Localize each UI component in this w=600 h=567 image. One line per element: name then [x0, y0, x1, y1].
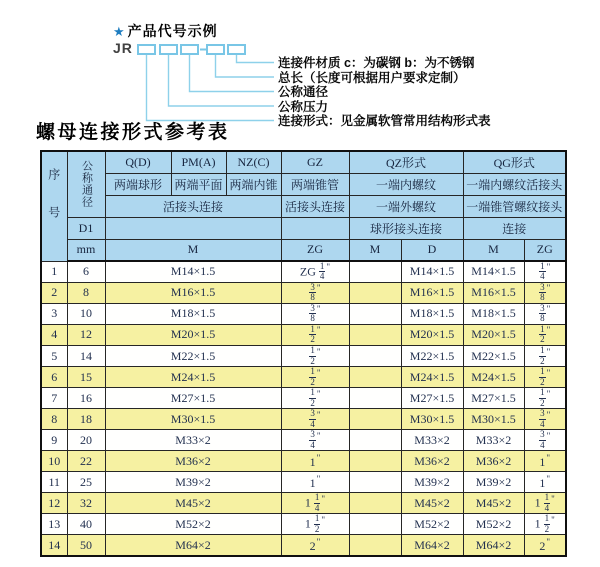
dn-cell: 18 [67, 409, 105, 430]
callout-line [237, 55, 275, 63]
qg-zg-size-cell: $\frac{3}{4}$ " [524, 430, 566, 451]
m-thread-cell: M14×1.5 [105, 261, 281, 282]
seq-cell: 2 [41, 282, 67, 303]
dn-cell: 16 [67, 388, 105, 409]
header-cell: 两端球形 [105, 173, 171, 195]
zg-size-cell: $\frac{3}{4}$ " [281, 409, 349, 430]
header-d1: D1 [67, 217, 105, 239]
qg-m-cell: M45×2 [463, 493, 524, 514]
header-cell: 两端锥管 [281, 173, 349, 195]
m-thread-cell: M24×1.5 [105, 367, 281, 388]
seq-cell: 9 [41, 430, 67, 451]
star-icon: ★ [113, 24, 126, 39]
qg-zg-size-cell: $\frac{1}{4}$ " [524, 261, 566, 282]
zg-size-cell: $\frac{1}{2}$ " [281, 324, 349, 345]
callout-label: 公称通径 [278, 85, 329, 99]
qg-m-cell: M24×1.5 [463, 367, 524, 388]
qg-zg-size-cell: 1" [524, 451, 566, 472]
code-box [207, 45, 224, 54]
m-thread-cell: M39×2 [105, 472, 281, 493]
header-thread-cell: M [349, 239, 401, 261]
qg-m-cell: M36×2 [463, 451, 524, 472]
table-row [41, 493, 566, 514]
zg-size-cell: $\frac{3}{8}$ " [281, 303, 349, 324]
m-thread-cell: M16×1.5 [105, 282, 281, 303]
qg-m-cell: M14×1.5 [463, 261, 524, 282]
dn-cell: 22 [67, 451, 105, 472]
table-row [41, 303, 566, 324]
nut-connection-table [40, 150, 567, 557]
seq-cell: 14 [41, 535, 67, 556]
qg-zg-size-cell: 1 $\frac{1}{2}$ " [524, 514, 566, 535]
table-row [41, 535, 566, 556]
qz-m-cell [349, 346, 401, 367]
zg-size-cell: $\frac{3}{4}$ " [281, 430, 349, 451]
header-col-qg: QG形式 [463, 151, 566, 173]
table-row [41, 472, 566, 493]
qg-m-cell: M18×1.5 [463, 303, 524, 324]
qg-m-cell: M52×2 [463, 514, 524, 535]
seq-cell: 11 [41, 472, 67, 493]
dn-cell: 10 [67, 303, 105, 324]
callout-label: 公称压力 [278, 99, 329, 114]
m-thread-cell: M20×1.5 [105, 324, 281, 345]
header-col-qz: QZ形式 [349, 151, 463, 173]
header-col-nz: NZ(C) [226, 151, 281, 173]
m-thread-cell: M64×2 [105, 535, 281, 556]
code-box [160, 45, 177, 54]
qg-zg-size-cell: $\frac{1}{2}$ " [524, 388, 566, 409]
qz-d-cell: M39×2 [401, 472, 463, 493]
table-row [41, 261, 566, 282]
header-mm: mm [67, 239, 105, 261]
callout-label: 总长（长度可根据用户要求定制） [278, 70, 466, 85]
qz-d-cell: M52×2 [401, 514, 463, 535]
header-cell: 一端外螺纹 [349, 195, 463, 217]
qz-d-cell: M30×1.5 [401, 409, 463, 430]
qg-zg-size-cell: 1 $\frac{1}{4}$ " [524, 493, 566, 514]
header-thread-cell: D [401, 239, 463, 261]
qg-zg-size-cell: $\frac{1}{2}$ " [524, 367, 566, 388]
qz-d-cell: M27×1.5 [401, 388, 463, 409]
qz-d-cell: M16×1.5 [401, 282, 463, 303]
qz-m-cell [349, 388, 401, 409]
qz-m-cell [349, 535, 401, 556]
m-thread-cell: M30×1.5 [105, 409, 281, 430]
dn-cell: 8 [67, 282, 105, 303]
seq-cell: 5 [41, 346, 67, 367]
qg-m-cell: M33×2 [463, 430, 524, 451]
qz-d-cell: M33×2 [401, 430, 463, 451]
header-cell: 两端平面 [171, 173, 226, 195]
header-empty-cell [281, 217, 349, 239]
dn-cell: 14 [67, 346, 105, 367]
callout-line [190, 55, 275, 92]
qg-m-cell: M16×1.5 [463, 282, 524, 303]
m-thread-cell: M52×2 [105, 514, 281, 535]
header-thread-cell: ZG [524, 239, 566, 261]
qg-m-cell: M20×1.5 [463, 324, 524, 345]
qg-zg-size-cell: 2" [524, 535, 566, 556]
table-row [41, 388, 566, 409]
zg-size-cell: $\frac{1}{2}$ " [281, 367, 349, 388]
table-row [41, 430, 566, 451]
code-box [228, 45, 245, 54]
qz-m-cell [349, 303, 401, 324]
qz-d-cell: M36×2 [401, 451, 463, 472]
qz-m-cell [349, 472, 401, 493]
table-row [41, 367, 566, 388]
zg-size-cell: 1 $\frac{1}{2}$ " [281, 514, 349, 535]
zg-size-cell: ZG $\frac{1}{4}$ " [281, 261, 349, 282]
qz-d-cell: M24×1.5 [401, 367, 463, 388]
header-cell: 活接头连接 [281, 195, 349, 217]
qz-m-cell [349, 367, 401, 388]
header-cell: 一端内螺纹活接头 [463, 173, 566, 195]
qz-m-cell [349, 282, 401, 303]
header-cell: 球形接头连接 [349, 217, 463, 239]
qg-m-cell: M39×2 [463, 472, 524, 493]
table-row [41, 514, 566, 535]
qz-d-cell: M14×1.5 [401, 261, 463, 282]
callout-line [169, 55, 275, 106]
header-cell: 活接头连接 [105, 195, 281, 217]
zg-size-cell: 1 $\frac{1}{4}$ " [281, 493, 349, 514]
qz-m-cell [349, 430, 401, 451]
dn-cell: 15 [67, 367, 105, 388]
qg-zg-size-cell: $\frac{1}{2}$ " [524, 346, 566, 367]
seq-cell: 1 [41, 261, 67, 282]
m-thread-cell: M45×2 [105, 493, 281, 514]
table-row [41, 409, 566, 430]
code-box [138, 45, 155, 54]
header-col-q: Q(D) [105, 151, 171, 173]
dn-cell: 12 [67, 324, 105, 345]
dn-cell: 50 [67, 535, 105, 556]
header-dn-label: 公称通径 [80, 160, 93, 209]
product-code-heading [113, 21, 218, 41]
zg-size-cell: $\frac{1}{2}$ " [281, 388, 349, 409]
qz-d-cell: M22×1.5 [401, 346, 463, 367]
header-seq-label: 序号 [46, 168, 61, 245]
header-col-pm: PM(A) [171, 151, 226, 173]
qg-m-cell: M30×1.5 [463, 409, 524, 430]
qg-zg-size-cell: 1" [524, 472, 566, 493]
qz-d-cell: M64×2 [401, 535, 463, 556]
table-row [41, 451, 566, 472]
table-row [41, 282, 566, 303]
dn-cell: 6 [67, 261, 105, 282]
qz-d-cell: M45×2 [401, 493, 463, 514]
m-thread-cell: M36×2 [105, 451, 281, 472]
qz-m-cell [349, 409, 401, 430]
table-row [41, 346, 566, 367]
qz-d-cell: M20×1.5 [401, 324, 463, 345]
seq-cell: 6 [41, 367, 67, 388]
seq-cell: 8 [41, 409, 67, 430]
qg-m-cell: M22×1.5 [463, 346, 524, 367]
zg-size-cell: $\frac{3}{8}$ " [281, 282, 349, 303]
header-empty-cell [105, 217, 281, 239]
header-col-gz: GZ [281, 151, 349, 173]
qg-zg-size-cell: $\frac{1}{2}$ " [524, 324, 566, 345]
seq-cell: 7 [41, 388, 67, 409]
header-cell: 一端锥管螺纹接头 [463, 195, 566, 217]
dn-cell: 25 [67, 472, 105, 493]
callout-label: 连接件材质 c：为碳钢 b：为不锈钢 [278, 56, 475, 70]
zg-size-cell: 1" [281, 451, 349, 472]
code-box [181, 45, 198, 54]
seq-cell: 3 [41, 303, 67, 324]
dn-cell: 32 [67, 493, 105, 514]
qz-m-cell [349, 514, 401, 535]
header-thread-cell: ZG [281, 239, 349, 261]
qg-zg-size-cell: $\frac{3}{8}$ " [524, 282, 566, 303]
table-row [41, 324, 566, 345]
qg-m-cell: M27×1.5 [463, 388, 524, 409]
qz-m-cell [349, 324, 401, 345]
m-thread-cell: M22×1.5 [105, 346, 281, 367]
m-thread-cell: M18×1.5 [105, 303, 281, 324]
qz-m-cell [349, 261, 401, 282]
product-code-prefix: JR [113, 40, 133, 56]
zg-size-cell: $\frac{1}{2}$ " [281, 346, 349, 367]
header-cell: 一端内螺纹 [349, 173, 463, 195]
qz-m-cell [349, 451, 401, 472]
header-dn [67, 151, 105, 217]
header-seq [41, 151, 67, 261]
qg-zg-size-cell: $\frac{3}{4}$ " [524, 409, 566, 430]
header-thread-cell: M [463, 239, 524, 261]
dn-cell: 40 [67, 514, 105, 535]
seq-cell: 12 [41, 493, 67, 514]
header-thread-cell: M [105, 239, 281, 261]
qg-m-cell: M64×2 [463, 535, 524, 556]
callout-line [216, 55, 275, 77]
page-title: 螺母连接形式参考表 [36, 121, 230, 143]
header-cell: 两端内锥 [226, 173, 281, 195]
seq-cell: 4 [41, 324, 67, 345]
seq-cell: 13 [41, 514, 67, 535]
header-cell: 连接 [463, 217, 566, 239]
m-thread-cell: M33×2 [105, 430, 281, 451]
seq-cell: 10 [41, 451, 67, 472]
m-thread-cell: M27×1.5 [105, 388, 281, 409]
callout-label: 连接形式：见金属软管常用结构形式表 [278, 114, 491, 128]
product-code-heading-label: 产品代号示例 [127, 23, 218, 39]
dn-cell: 20 [67, 430, 105, 451]
qz-m-cell [349, 493, 401, 514]
callout-line [147, 55, 275, 121]
qz-d-cell: M18×1.5 [401, 303, 463, 324]
zg-size-cell: 2" [281, 535, 349, 556]
qg-zg-size-cell: $\frac{3}{8}$ " [524, 303, 566, 324]
zg-size-cell: 1" [281, 472, 349, 493]
